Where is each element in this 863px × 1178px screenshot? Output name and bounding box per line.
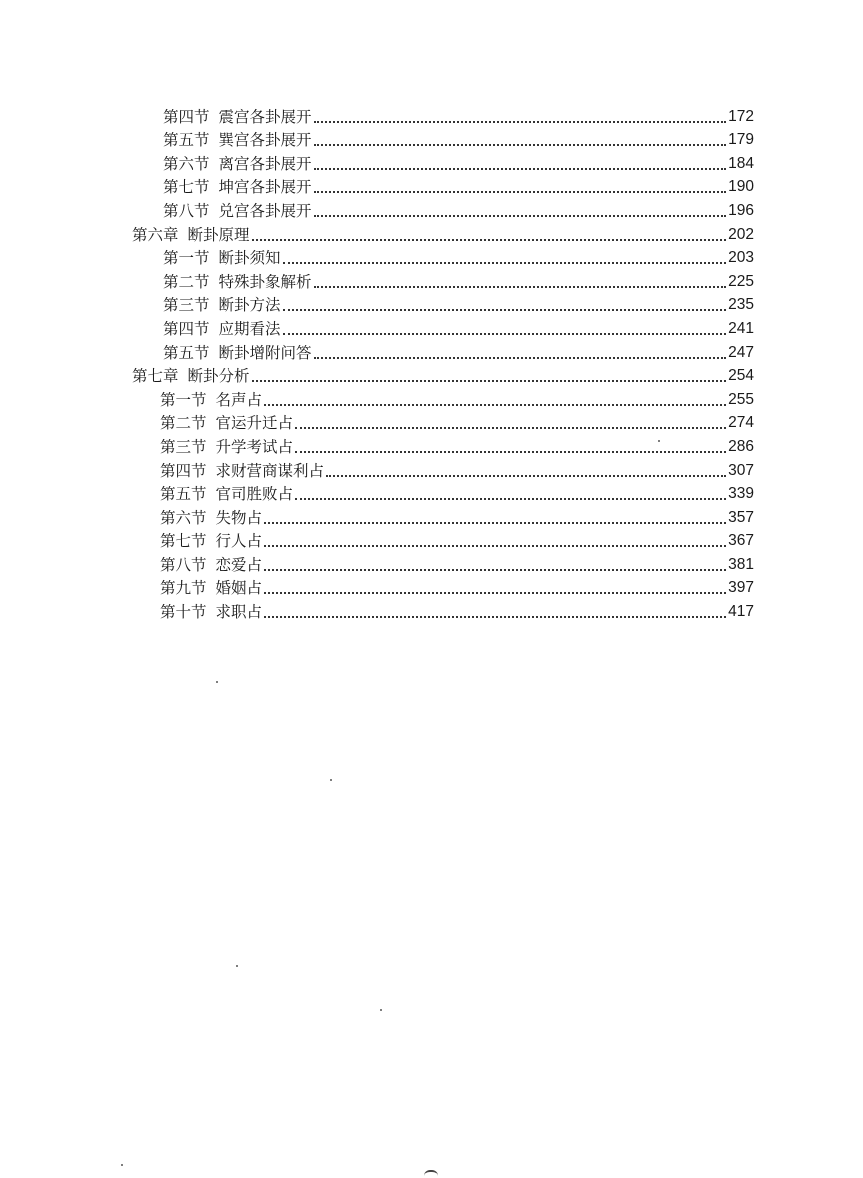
toc-section-entry[interactable] xyxy=(0,197,754,221)
scan-speck xyxy=(216,681,218,683)
toc-entry-number: 第二节 xyxy=(163,272,210,291)
toc-dot-leader xyxy=(264,404,726,406)
toc-page-number: 274 xyxy=(728,414,754,432)
table-of-contents xyxy=(0,103,863,622)
toc-section-entry[interactable] xyxy=(0,481,754,505)
toc-page-number: 307 xyxy=(728,461,754,479)
toc-page-number: 247 xyxy=(728,343,754,361)
toc-dot-leader xyxy=(314,215,727,217)
toc-entry-number: 第六节 xyxy=(163,154,210,173)
toc-page-number: 196 xyxy=(728,201,754,219)
toc-entry-number: 第八节 xyxy=(160,555,207,574)
toc-page-number: 179 xyxy=(728,131,754,149)
toc-entry-number: 第一节 xyxy=(160,390,207,409)
toc-page-number: 235 xyxy=(728,296,754,314)
toc-page-number: 190 xyxy=(728,178,754,196)
toc-page-number: 417 xyxy=(728,603,754,621)
toc-entry-title: 断卦方法 xyxy=(218,296,281,315)
toc-section-entry[interactable] xyxy=(0,575,754,599)
toc-dot-leader xyxy=(314,121,727,123)
toc-entry-title: 求财营商谋利占 xyxy=(215,461,325,480)
toc-entry-title: 震宫各卦展开 xyxy=(218,107,312,126)
toc-entry-title: 巽宫各卦展开 xyxy=(218,131,312,150)
toc-entry-title: 官运升迁占 xyxy=(215,414,294,433)
toc-entry-title: 官司胜败占 xyxy=(215,485,294,504)
toc-dot-leader xyxy=(295,427,726,429)
toc-section-entry[interactable] xyxy=(0,127,754,151)
toc-dot-leader xyxy=(295,451,726,453)
toc-section-entry[interactable] xyxy=(0,457,754,481)
toc-entry-number: 第四节 xyxy=(160,461,207,480)
toc-entry-title: 断卦增附问答 xyxy=(218,343,312,362)
toc-dot-leader xyxy=(264,616,726,618)
toc-entry-number: 第五节 xyxy=(163,131,210,150)
toc-chapter-entry[interactable] xyxy=(0,221,754,245)
toc-dot-leader xyxy=(252,239,727,241)
toc-entry-number: 第一节 xyxy=(163,249,210,268)
toc-entry-number: 第五节 xyxy=(160,485,207,504)
toc-entry-title: 失物占 xyxy=(215,508,263,527)
toc-dot-leader xyxy=(264,545,726,547)
toc-section-entry[interactable] xyxy=(0,268,754,292)
toc-entry-title: 行人占 xyxy=(215,532,263,551)
toc-section-entry[interactable] xyxy=(0,245,754,269)
toc-entry-number: 第三节 xyxy=(160,437,207,456)
toc-page-number: 367 xyxy=(728,532,754,550)
scan-speck xyxy=(236,965,238,967)
toc-entry-title: 名声占 xyxy=(215,390,263,409)
toc-entry-number: 第四节 xyxy=(163,107,210,126)
toc-dot-leader xyxy=(295,498,726,500)
toc-section-entry[interactable] xyxy=(0,504,754,528)
scan-speck xyxy=(330,779,332,781)
toc-section-entry[interactable] xyxy=(0,339,754,363)
toc-entry-title: 恋爱占 xyxy=(215,555,263,574)
toc-dot-leader xyxy=(314,286,727,288)
toc-section-entry[interactable] xyxy=(0,315,754,339)
toc-page-number: 202 xyxy=(728,225,754,243)
toc-entry-title: 断卦须知 xyxy=(218,249,281,268)
toc-dot-leader xyxy=(326,475,726,477)
toc-entry-title: 婚姻占 xyxy=(215,579,263,598)
toc-entry-title: 应期看法 xyxy=(218,319,281,338)
toc-chapter-entry[interactable] xyxy=(0,363,754,387)
toc-entry-number: 第七章 xyxy=(132,367,179,386)
toc-section-entry[interactable] xyxy=(0,528,754,552)
toc-page-number: 397 xyxy=(728,579,754,597)
toc-page-number: 172 xyxy=(728,107,754,125)
toc-section-entry[interactable] xyxy=(0,150,754,174)
toc-entry-title: 升学考试占 xyxy=(215,437,294,456)
toc-dot-leader xyxy=(314,357,727,359)
toc-entry-number: 第九节 xyxy=(160,579,207,598)
toc-dot-leader xyxy=(264,569,726,571)
toc-page-number: 184 xyxy=(728,154,754,172)
toc-page-number: 241 xyxy=(728,319,754,337)
toc-dot-leader xyxy=(252,380,727,382)
toc-page-number: 255 xyxy=(728,390,754,408)
toc-dot-leader xyxy=(264,522,726,524)
toc-page-number: 254 xyxy=(728,367,754,385)
toc-entry-number: 第六章 xyxy=(132,225,179,244)
toc-entry-title: 兑宫各卦展开 xyxy=(218,201,312,220)
toc-dot-leader xyxy=(283,262,727,264)
scan-speck xyxy=(121,1164,123,1166)
toc-entry-title: 断卦原理 xyxy=(187,225,250,244)
toc-entry-number: 第三节 xyxy=(163,296,210,315)
scan-speck xyxy=(380,1009,382,1011)
toc-entry-number: 第二节 xyxy=(160,414,207,433)
toc-entry-number: 第七节 xyxy=(163,178,210,197)
toc-entry-number: 第七节 xyxy=(160,532,207,551)
toc-dot-leader xyxy=(283,333,727,335)
toc-page-number: 225 xyxy=(728,272,754,290)
scan-speck xyxy=(658,440,660,442)
toc-entry-title: 求职占 xyxy=(215,603,263,622)
toc-entry-number: 第十节 xyxy=(160,603,207,622)
toc-entry-title: 断卦分析 xyxy=(187,367,250,386)
toc-dot-leader xyxy=(283,309,727,311)
toc-entry-title: 离宫各卦展开 xyxy=(218,154,312,173)
toc-entry-number: 第五节 xyxy=(163,343,210,362)
toc-entry-number: 第六节 xyxy=(160,508,207,527)
toc-section-entry[interactable] xyxy=(0,103,754,127)
toc-section-entry[interactable] xyxy=(0,598,754,622)
toc-dot-leader xyxy=(264,592,726,594)
toc-section-entry[interactable] xyxy=(0,174,754,198)
toc-entry-title: 坤宫各卦展开 xyxy=(218,178,312,197)
toc-section-entry[interactable] xyxy=(0,551,754,575)
toc-entry-title: 特殊卦象解析 xyxy=(218,272,312,291)
toc-page-number: 381 xyxy=(728,555,754,573)
toc-page-number: 203 xyxy=(728,249,754,267)
toc-page-number: 286 xyxy=(728,437,754,455)
toc-entry-number: 第八节 xyxy=(163,201,210,220)
toc-page-number: 357 xyxy=(728,508,754,526)
toc-dot-leader xyxy=(314,144,727,146)
toc-section-entry[interactable] xyxy=(0,410,754,434)
toc-dot-leader xyxy=(314,168,727,170)
toc-entry-number: 第四节 xyxy=(163,319,210,338)
toc-section-entry[interactable] xyxy=(0,292,754,316)
toc-section-entry[interactable] xyxy=(0,433,754,457)
toc-section-entry[interactable] xyxy=(0,386,754,410)
toc-dot-leader xyxy=(314,191,727,193)
toc-page-number: 339 xyxy=(728,485,754,503)
